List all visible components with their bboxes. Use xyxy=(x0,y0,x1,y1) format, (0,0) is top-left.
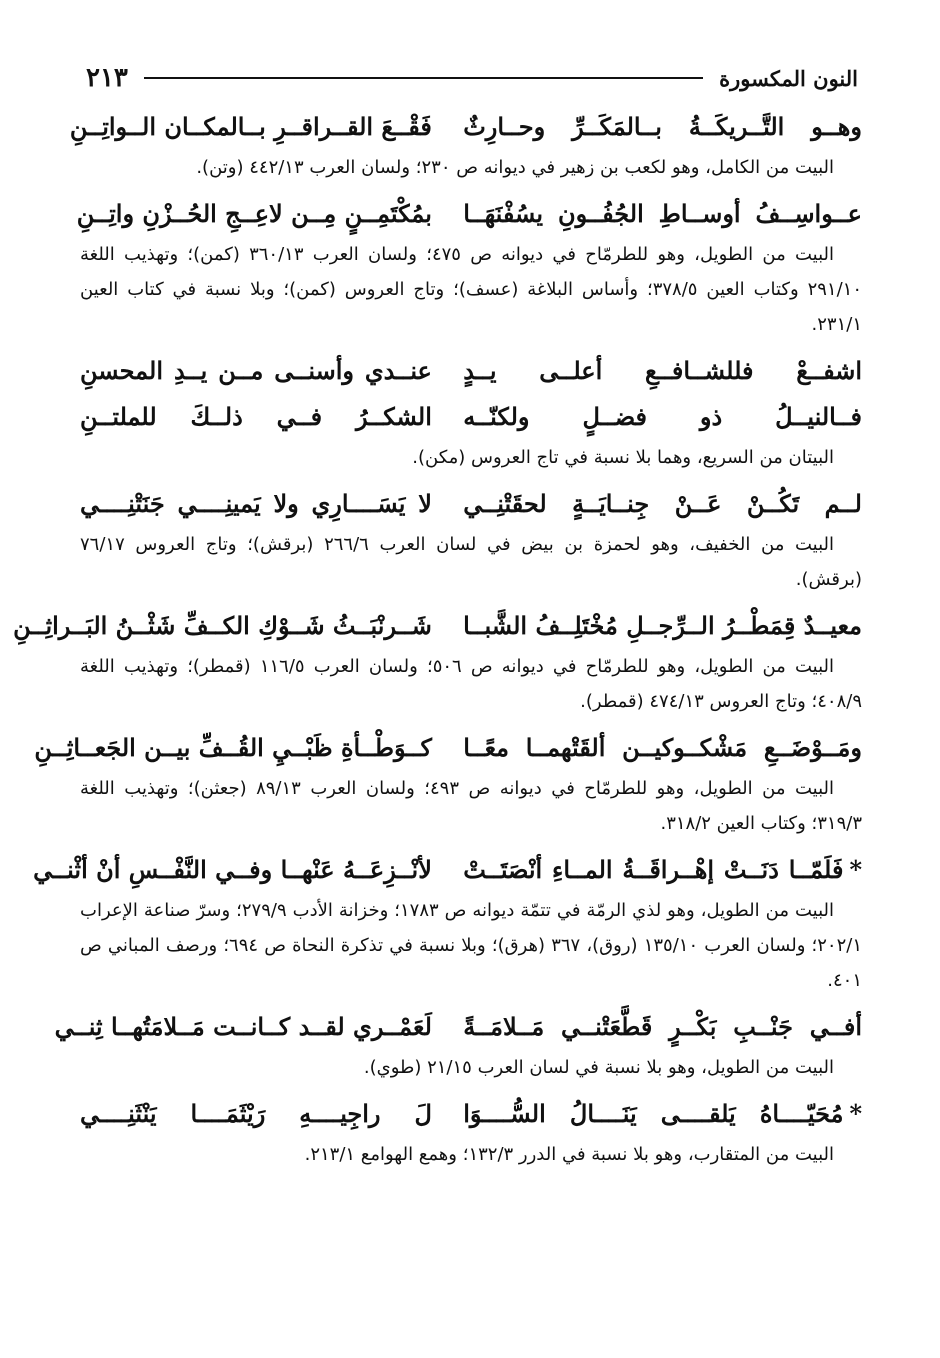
entry xyxy=(34,725,862,841)
verse-first-hemistich: عــواسِــفُ أوســاطِ الجُفُــونِ يسُفْنَهَــا xyxy=(463,199,862,228)
citation-note: البيتان من السريع، وهما بلا نسبة في تاج العروس (مكن). xyxy=(412,447,834,468)
verse-line xyxy=(76,191,862,237)
verse-line xyxy=(34,725,862,771)
entry xyxy=(80,1091,862,1172)
verse-first-hemistich xyxy=(463,847,862,893)
verse-second-hemistich: لأنْــزِعَــهُ عَنْهــا وفــي النَّفْــسِ أنْ أثْنــي xyxy=(33,855,432,884)
entry xyxy=(13,603,862,719)
asterisk-marker: * xyxy=(849,855,862,884)
verse-second-hemistich: شَــرنْبَــثُ شَــوْكِ الكــفِّ شَثْــنُ البَــراثِــنِ xyxy=(13,611,432,640)
entries xyxy=(13,104,862,1178)
verse-line xyxy=(80,348,862,394)
citation-note: البيت من الطويل، وهو للطرمّاح في ديوانه ص ٥٠٦؛ ولسان العرب ١١٦/٥ (قمطر)؛ وتهذيب اللغة ٤٠٨/٩؛ وتاج العروس ٤٧٤/١٣ (قمطر). xyxy=(80,656,862,712)
citation-note: البيت من الطويل، وهو للطرمّاح في ديوانه ص ٤٩٣؛ ولسان العرب ٨٩/١٣ (جعثن)؛ وتهذيب اللغة ٣١٩/٣؛ وكتاب العين ٣١٨/٢. xyxy=(80,778,862,834)
verse-second-hemistich: الشكــرُ فــي ذلــكَ للملتــنِ xyxy=(80,402,432,431)
page-number: ٢١٣ xyxy=(86,63,128,93)
verse-second-hemistich: كــوَطْــأةِ ظَبْــيِ القُــفِّ بيــن الجَعــاثِــنِ xyxy=(34,733,432,762)
verse-second-hemistich: بمُكْتَمِــنٍ مِــن لاعِــجِ الحُــزْنِ واتِــنِ xyxy=(76,199,432,228)
verse-second-hemistich: لَ راجِيــــهِ رَيْثَمَــــا يَنْثَنِــــي xyxy=(80,1099,432,1128)
verse-line xyxy=(13,603,862,649)
verse-first-hemistich: ومَــوْضَــعِ مَشْكــوكيــن ألقَتْهمــا معًــا xyxy=(463,733,862,762)
verse-first-hemistich xyxy=(463,1091,862,1137)
verse-line xyxy=(80,481,862,527)
verse-line xyxy=(54,1004,862,1050)
verse-first-text: فَلَمّــا دَنَــتْ إهْــراقَــةُ المــاءِ أنْصَتَــتْ xyxy=(463,855,844,884)
verse-first-hemistich: لــم تَكُــنْ عَــنْ جِنــايَــةٍ لحقَتْنِــي xyxy=(463,489,862,518)
entry xyxy=(33,847,862,998)
verse-line xyxy=(80,1091,862,1137)
verse-first-hemistich: فــالنيــلُ ذو فضــلٍ ولكنّــه xyxy=(463,402,862,431)
verse-first-hemistich: اشفــعْ فللشــافــعِ أعلــى يــدٍ xyxy=(463,356,862,385)
page-header xyxy=(86,58,858,98)
citation-note: البيت من الطويل، وهو لذي الرمّة في تتمّة ديوانه ص ١٧٨٣؛ وخزانة الأدب ٢٧٩/٩؛ وسرّ صناعة الإعراب ٢٠٢/١؛ ولسان العرب ١٣٥/١٠ (روق)، ٣٦٧ (هرق)؛ وبلا نسبة في تذكرة النحاة ص ٦٩٤؛ ورصف المباني ص ٤٠١. xyxy=(80,900,862,991)
verse-second-hemistich: عنــدي وأسنــى مــن يــدِ المحسنِ xyxy=(80,356,432,385)
running-title: النون المكسورة xyxy=(719,65,858,91)
verse-second-hemistich: فَقْــعَ القــراقــرِ بــالمكــان الــواتِــنِ xyxy=(69,112,432,141)
verse-line xyxy=(80,394,862,440)
citation-note: البيت من المتقارب، وهو بلا نسبة في الدرر ١٣٢/٣؛ وهمع الهوامع ٢١٣/١. xyxy=(304,1144,834,1165)
asterisk-marker: * xyxy=(849,1099,862,1128)
verse-line xyxy=(69,104,862,150)
entry xyxy=(69,104,862,185)
citation-note: البيت من الكامل، وهو لكعب بن زهير في ديوانه ص ٢٣٠؛ ولسان العرب ٤٤٢/١٣ (وتن). xyxy=(196,157,834,178)
citation-note: البيت من الطويل، وهو للطرمّاح في ديوانه ص ٤٧٥؛ ولسان العرب ٣٦٠/١٣ (كمن)؛ وتهذيب اللغة ٢٩١/١٠ وكتاب العين ٣٧٨/٥؛ وأساس البلاغة (عسف)؛ وتاج العروس (كمن)؛ وبلا نسبة في كتاب العين ٢٣١/١. xyxy=(80,244,862,335)
entry xyxy=(80,348,862,475)
verse-first-hemistich: معيــدٌ قِمَطْــرُ الــرِّجــلِ مُخْتَلِــفُ الشَّبــا xyxy=(463,611,862,640)
citation-note: البيت من الطويل، وهو بلا نسبة في لسان العرب ٢١/١٥ (طوي). xyxy=(363,1057,834,1078)
entry xyxy=(54,1004,862,1085)
verse-first-hemistich: وهــو التَّــريكَــةُ بــالمَكَــرِّ وحــارِثٌ xyxy=(463,112,862,141)
entry xyxy=(80,481,862,597)
citation-note: البيت من الخفيف، وهو لحمزة بن بيض في لسان العرب ٢٦٦/٦ (برقش)؛ وتاج العروس ٧٦/١٧ (برقش). xyxy=(80,534,862,590)
verse-second-hemistich: لَعَمْــري لقــد كــانــت مَــلامَتُهــا ثِنــي xyxy=(54,1012,432,1041)
verse-first-hemistich: أفــي جَنْــبِ بَكْــرٍ قَطَّعَتْنــي مَــلامَــةً xyxy=(463,1012,862,1041)
header-rule xyxy=(144,77,703,79)
entry xyxy=(76,191,862,342)
verse-second-hemistich: لا يَسَــــارِي ولا يَمينِــــي جَنَتْنِــــي xyxy=(80,489,432,518)
verse-first-text: مُحَيّــــاهُ يَلقــــى يَنَــــالُ السُّــــوَا xyxy=(463,1099,844,1128)
verse-line xyxy=(33,847,862,893)
